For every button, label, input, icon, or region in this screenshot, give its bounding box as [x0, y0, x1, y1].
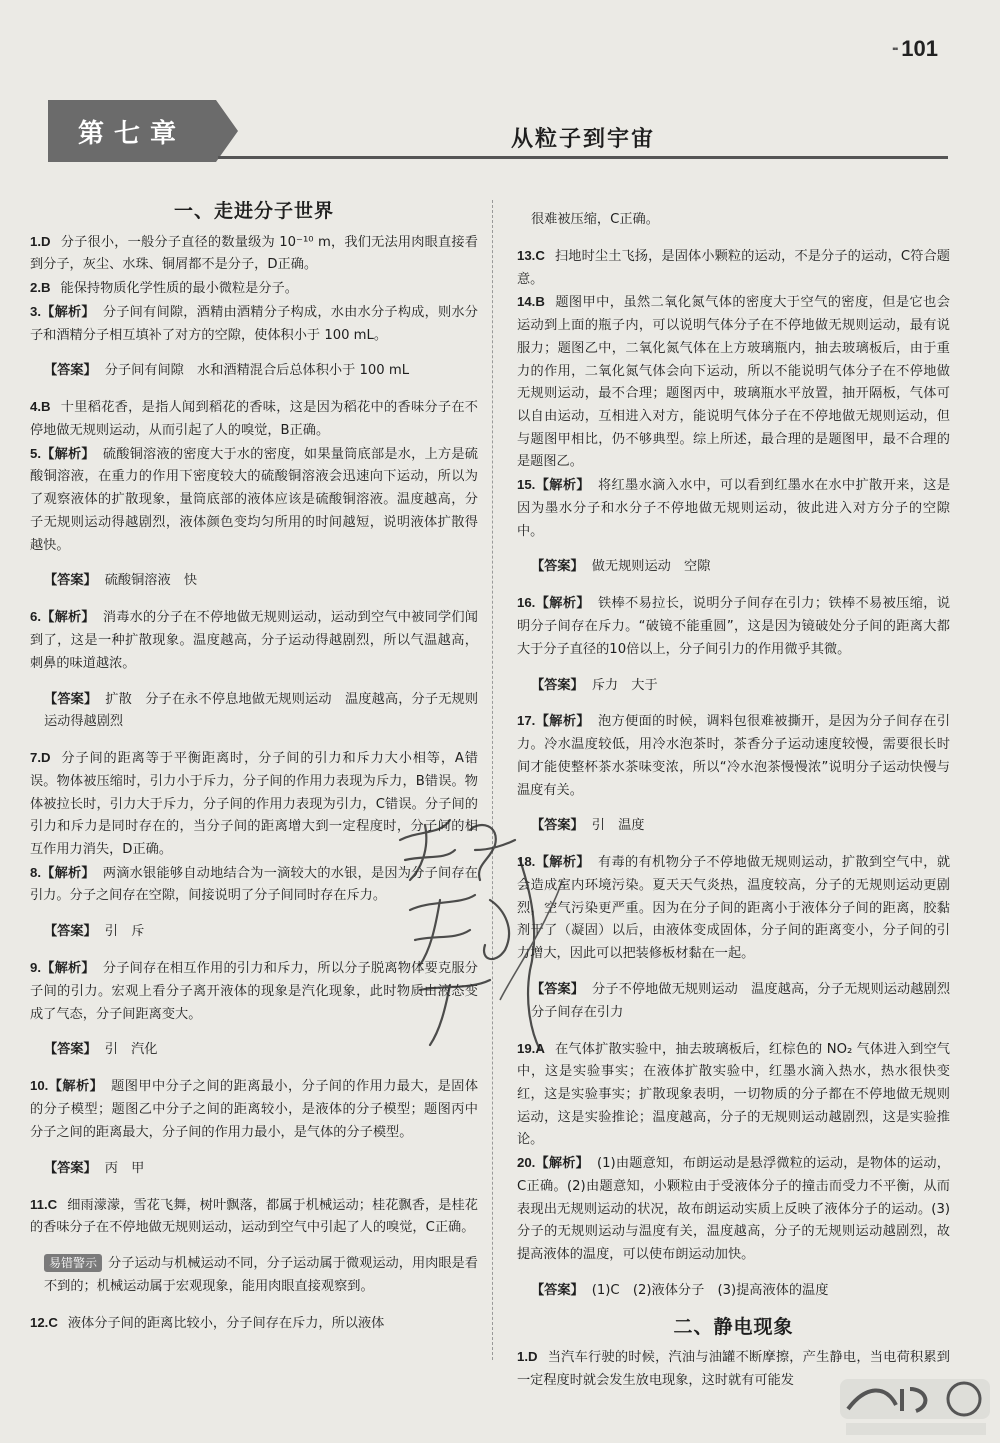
answer-item-10: 10.【解析】 题图甲中分子之间的距离最小，分子间的作用力最大，是固体的分子模型；题图乙中分子之间的距离较小，是液体的分子模型；题图丙中分子之间的距离最大，分子间的作用力最小，是气体的分子模型。	[30, 1078, 479, 1140]
corner-logo	[836, 1375, 996, 1439]
answer-key-8: 【答案】 引 斥	[44, 924, 145, 940]
answer-item-1: 1.D 分子很小，一般分子直径的数量级为 10⁻¹⁰ m，我们无法用肉眼直接看到分子，灰尘、水珠、铜屑都不是分子，D正确。	[30, 233, 478, 273]
answer-item-17: 17.【解析】 泡方便面的时候，调料包很难被撕开，是因为分子间存在引力。冷水温度较低，用冷水泡茶时，茶香分子运动速度较慢，需要很长时间才能使整杯茶水茶味变浓，所以“冷水泡茶慢慢浓”说明分子运动快慢与温度有关。	[517, 713, 951, 798]
error-warning-11: 易错警示 分子运动与机械运动不同，分子运动属于微观运动，用肉眼是看不到的；机械运动属于宏观现象，能用肉眼直接观察到。	[44, 1256, 478, 1294]
chapter-title: 从粒子到宇宙	[510, 127, 655, 152]
chapter-header	[48, 100, 948, 162]
column-divider	[492, 200, 493, 1360]
answer-item-14: 14.B 题图甲中，虽然二氧化氮气体的密度大于空气的密度，但是它也会运动到上面的瓶子内，可以说明气体分子在不停地做无规则运动，最有说服力；题图乙中，二氧化氮气体在上方玻璃瓶内，抽去玻璃板后，由于重力的作用，二氧化氮气体会向下运动，所以不能说明气体分子在不停地做无规则运动，最不合理；题图丙中，玻璃瓶水平放置，抽开隔板，气体可以自由运动，互相进入对方，能说明气体分子在不停地做无规则运动，但与题图甲相比，仍不够典型。综上所述，最合理的是题图甲，最不合理的是题图乙。	[517, 294, 950, 470]
answer-key-16: 【答案】 斥力 大于	[531, 677, 658, 693]
answer-key-15: 【答案】 做无规则运动 空隙	[531, 559, 711, 575]
answer-item-13: 13.C 扫地时尘土飞扬，是固体小颗粒的运动，不是分子的运动，C符合题意。	[517, 248, 950, 287]
section-title-2: 二、静电现象	[673, 1315, 794, 1338]
page-number	[892, 36, 938, 62]
header-rule	[218, 156, 948, 159]
answer-item-11: 11.C 细雨濛濛，雪花飞舞，树叶飘落，都属于机械运动；桂花飘香，是桂花的香味分子在不停地做无规则运动，运动到空气中引起了人的嗅觉，C正确。	[30, 1196, 478, 1236]
section-title-1: 一、走进分子世界	[173, 200, 334, 222]
answer-item-4: 4.B 十里稻花香，是指人闻到稻花的香味，这是因为稻花中的香味分子在不停地做无规则运动，从而引起了人的嗅觉，B正确。	[30, 399, 478, 438]
answer-key-9: 【答案】 引 汽化	[44, 1042, 158, 1058]
answer-item-3: 3.【解析】 分子间有间隙，酒精由酒精分子构成，水由水分子构成，则水分子和酒精分子相互填补了对方的空隙，使体积小于 100 mL。	[30, 303, 478, 343]
section2-answer-item-1: 1.D 当汽车行驶的时候，汽油与油罐不断摩擦，产生静电，当电荷积累到一定程度时就会发生放电现象，这时就有可能发	[517, 1349, 950, 1389]
answer-key-10: 【答案】 丙 甲	[44, 1160, 145, 1176]
answer-item-5: 5.【解析】 硫酸铜溶液的密度大于水的密度，如果量筒底部是水，上方是硫酸铜溶液，在重力的作用下密度较大的硫酸铜溶液会迅速向下运动，所以为了观察液体的扩散现象，量筒底部的液体应该是硫酸铜溶液。温度越高，分子无规则运动得越剧烈，液体颜色变均匀所用的时间越短，说明液体扩散得越快。	[30, 445, 478, 553]
answer-item-19: 19.A 在气体扩散实验中，抽去玻璃板后，红棕色的 NO₂ 气体进入到空气中，这是实验事实；在液体扩散实验中，红墨水滴入热水，热水很快变红，这是实验事实；扩散现象表明，一切物质的分子都在不停地做无规则运动，这是实验推论；温度越高，分子的无规则运动越剧烈，这是实验推论。	[517, 1040, 950, 1148]
answer-item-20: 20.【解析】 (1)由题意知，布朗运动是悬浮微粒的运动，是物体的运动，C正确。(2)由题意知，小颗粒由于受液体分子的撞击而受力不平衡，从而表现出无规则运动的状况，故布朗运动实质上反映了液体分子的运动。(3)分子的无规则运动与温度有关，温度越高，分子的无规则运动越剧烈，故提高液体的温度，可以使布朗运动加快。	[517, 1155, 950, 1262]
answer-item-18: 18.【解析】 有毒的有机物分子不停地做无规则运动，扩散到空气中，就会造成室内环境污染。夏天天气炎热，温度较高，分子的无规则运动更剧烈，空气污染更严重。因为在分子间的距离小于液体分子间的距离，胶黏剂干了（凝固）以后，由液体变成固体，分子间的距离变小，分子间的引力增大，因此可以把装修板材黏在一起。	[517, 854, 951, 962]
right-column	[517, 196, 964, 1393]
page-number-value: 101	[901, 36, 938, 61]
warning-badge: 易错警示	[44, 1254, 102, 1272]
answer-key-5: 【答案】 硫酸铜溶液 快	[44, 573, 198, 589]
answer-key-18: 【答案】 分子不停地做无规则运动 温度越高，分子无规则运动越剧烈 分子间存在引力	[531, 982, 964, 1020]
answer-key-6: 【答案】 扩散 分子在永不停息地做无规则运动 温度越高，分子无规则运动得越剧烈	[44, 691, 479, 730]
answer-key-20: 【答案】 (1)C (2)液体分子 (3)提高液体的温度	[531, 1282, 829, 1298]
page-mark: ▪▪	[892, 43, 898, 55]
answer-item-2: 2.B 能保持物质化学性质的最小微粒是分子。	[30, 280, 298, 297]
answer-key-3: 【答案】 分子间有间隙 水和酒精混合后总体积小于 100 mL	[44, 363, 410, 379]
answer-key-17: 【答案】 引 温度	[531, 818, 645, 834]
left-column	[30, 196, 478, 1335]
answer-item-9: 9.【解析】 分子间存在相互作用的引力和斥力，所以分子脱离物体要克服分子间的引力。宏观上看分子离开液体的现象是汽化现象，此时物质由液态变成了气态，分子间距离变大。	[30, 960, 478, 1022]
answer-item-15: 15.【解析】 将红墨水滴入水中，可以看到红墨水在水中扩散开来，这是因为墨水分子和水分子不停地做无规则运动，彼此进入对方分子的空隙中。	[517, 477, 951, 539]
answer-item-16: 16.【解析】 铁棒不易拉长，说明分子间存在引力；铁棒不易被压缩，说明分子间存在斥力。“破镜不能重圆”，这是因为镜破处分子间的距离大都大于分子直径的10倍以上，分子间引力的作用微乎其微。	[517, 595, 951, 657]
answer-item-6: 6.【解析】 消毒水的分子在不停地做无规则运动，运动到空气中被同学们闻到了，这是一种扩散现象。温度越高，分子运动得越剧烈，所以气温越高，刺鼻的味道越浓。	[30, 609, 478, 671]
answer-item-7: 7.D 分子间的距离等于平衡距离时，分子间的引力和斥力大小相等，A错误。物体被压缩时，引力小于斥力，分子间的作用力表现为斥力，B错误。物体被拉长时，引力大于斥力，分子间的作用力表现为引力，C错误。分子间的引力和斥力是同时存在的，当分子间的距离增大到一定程度时，分子间的相互作用力消失，D正确。	[30, 750, 478, 857]
answer-item-12-continued: 很难被压缩，C正确。	[531, 212, 659, 228]
chapter-label: 第七章	[48, 100, 216, 162]
answer-item-12: 12.C 液体分子间的距离比较小，分子间存在斥力，所以液体	[30, 1314, 385, 1331]
answer-item-8: 8.【解析】 两滴水银能够自动地结合为一滴较大的水银，是因为分子间存在引力。分子之间存在空隙，间接说明了分子间同时存在斥力。	[30, 864, 478, 904]
